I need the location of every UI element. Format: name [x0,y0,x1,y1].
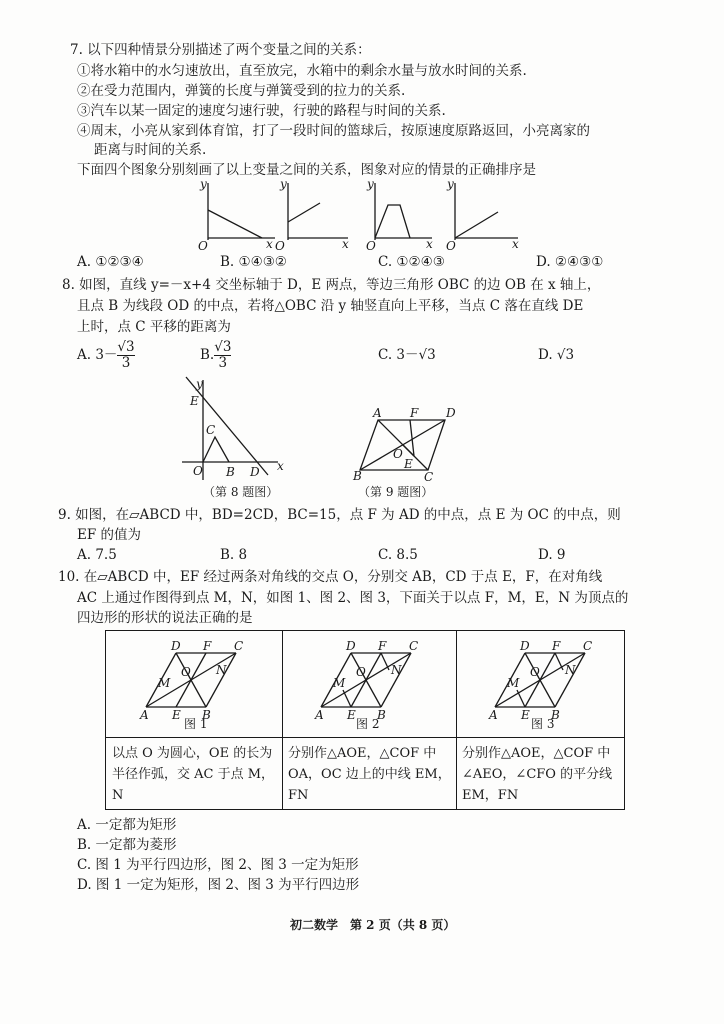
q8-line: 且点 B 为线段 OD 的中点，若将△OBC 沿 y 轴竖直向上平移，当点 C 落在直线 DE [77,298,584,314]
q7-option-b: B. ①④③② [220,254,287,270]
q9-line: 9. 如图，在▱ABCD 中，BD=2CD，BC=15，点 F 为 AD 的中点，点 E 为 OC 的中点，则 [58,507,621,523]
svg-text:O: O [198,239,208,253]
point-label-O: O [181,665,191,679]
svg-text:E: E [190,394,199,408]
q8-option-a: A. 3－ $\frac{√3}{3}$ [77,339,135,371]
q9-option-c: C. 8.5 [378,547,418,563]
point-label-A: A [140,708,149,722]
q10-option-c: C. 图 1 为平行四边形，图 2、图 3 一定为矩形 [77,857,359,873]
svg-text:A: A [373,406,382,420]
svg-text:C: C [424,470,434,484]
q8-caption: （第 8 题图） [203,485,279,499]
svg-text:F: F [410,406,419,420]
q10-table [105,630,625,810]
svg-text:O: O [366,239,376,253]
q8-option-c: C. 3－√3 [378,347,436,363]
segment [206,653,236,707]
point-label-C: C [234,639,244,653]
point-label-M: M [333,676,346,690]
q7-question: 下面四个图象分别刻画了以上变量之间的关系，图象对应的情景的正确排序是 [77,162,536,178]
q7-item: 距离与时间的关系. [94,142,207,158]
svg-text:x: x [426,237,433,251]
point-label-M: M [158,676,171,690]
q9-figure [0,0,724,510]
q10-figure-2 [314,639,418,722]
segment [555,653,563,670]
svg-text:D: D [446,406,456,420]
q10-line: 10. 在▱ABCD 中，EF 经过两条对角线的交点 O，分别交 AB，CD 于点 E，F，在对角线 [58,569,603,585]
figure-1-caption: 图 1 [184,717,208,731]
q7-option-d: D. ②④③① [536,254,604,270]
svg-text:D: D [250,465,260,479]
segment [343,690,351,707]
q7-item: ②在受力范围内，弹簧的长度与弹簧受到的拉力的关系. [77,83,406,99]
point-label-O: O [356,665,366,679]
point-label-O: O [530,665,540,679]
point-label-M: M [507,676,520,690]
point-label-B: B [551,708,560,722]
point-label-B: B [377,708,386,722]
figure-3-caption: 图 3 [531,717,555,731]
q10-option-d: D. 图 1 一定为矩形，图 2、图 3 为平行四边形 [77,877,360,893]
point-label-C: C [583,639,593,653]
svg-text:x: x [277,459,284,473]
page-footer: 初二数学 第 2 页（共 8 页） [290,918,456,932]
q9-line: EF 的值为 [77,527,142,543]
point-label-D: D [171,639,181,653]
figure-1-description: 以点 O 为圆心，OE 的长为半径作弧，交 AC 于点 M，N [112,746,275,803]
svg-text:y: y [196,377,203,391]
segment [381,653,389,670]
point-label-C: C [409,639,419,653]
q10-option-b: B. 一定都为菱形 [77,837,177,853]
segment [517,690,525,707]
svg-text:x: x [512,237,519,251]
svg-text:O: O [275,239,285,253]
q7-option-a: A. ①②③④ [77,254,144,270]
point-label-N: N [565,663,576,677]
q9-option-d: D. 9 [538,547,566,563]
svg-text:B: B [226,465,235,479]
svg-text:O: O [446,239,456,253]
svg-text:x: x [342,237,349,251]
q10-figure-1 [139,639,243,722]
q9-caption: （第 9 题图） [358,485,434,499]
point-label-A: A [315,708,324,722]
figure-2-description: 分别作△AOE，△COF 中 OA，OC 边上的中线 EM，FN [288,746,451,803]
q7-item: ③汽车以某一固定的速度匀速行驶，行驶的路程与时间的关系. [77,103,446,119]
point-label-B: B [202,708,211,722]
point-label-F: F [378,639,387,653]
svg-text:y: y [447,177,454,191]
q8-option-d: D. √3 [538,347,575,363]
q8-line: 上时，点 C 平移的距离为 [77,319,231,335]
q7-option-c: C. ①②④③ [378,254,445,270]
point-label-D: D [346,639,356,653]
point-label-N: N [216,663,227,677]
point-label-E: E [172,708,181,722]
q9-option-a: A. 7.5 [77,547,117,563]
point-label-N: N [391,663,402,677]
q8-option-b: B. $\frac{√3}{3}$ [200,339,232,371]
svg-text:x: x [266,237,273,251]
q10-option-a: A. 一定都为矩形 [77,817,177,833]
svg-text:E: E [404,457,413,471]
svg-text:y: y [280,177,287,191]
q7-item: ①将水箱中的水匀速放出，直至放完，水箱中的剩余水量与放水时间的关系. [77,63,527,79]
q7-stem: 7. 以下四种情景分别描述了两个变量之间的关系： [70,42,371,58]
q7-item: ④周末，小亮从家到体育馆，打了一段时间的篮球后，按原速度原路返回，小亮离家的 [77,123,590,139]
figure-3-description: 分别作△AOE，△COF 中 ∠AEO，∠CFO 的平分线 EM，FN [462,746,613,803]
point-label-A: A [489,708,498,722]
point-label-F: F [203,639,212,653]
svg-text:y: y [200,177,207,191]
svg-text:C: C [206,423,216,437]
svg-text:B: B [353,469,362,483]
point-label-D: D [520,639,530,653]
q8-line: 8. 如图，直线 y=－x+4 交坐标轴于 D，E 两点，等边三角形 OBC 的边 OB 在 x 轴上， [62,277,601,293]
svg-text:y: y [367,177,374,191]
point-label-E: E [347,708,356,722]
point-label-E: E [521,708,530,722]
svg-text:O: O [193,464,203,478]
point-label-F: F [552,639,561,653]
q9-option-b: B. 8 [220,547,248,563]
figure-2-caption: 图 2 [356,717,380,731]
q10-line: AC 上通过作图得到点 M，N，如图 1、图 2、图 3，下面关于以点 F，M，E，N 为顶点的 [77,590,629,606]
svg-text:O: O [393,447,403,461]
q10-line: 四边形的形状的说法正确的是 [77,610,253,626]
q10-figure-3 [488,639,592,722]
